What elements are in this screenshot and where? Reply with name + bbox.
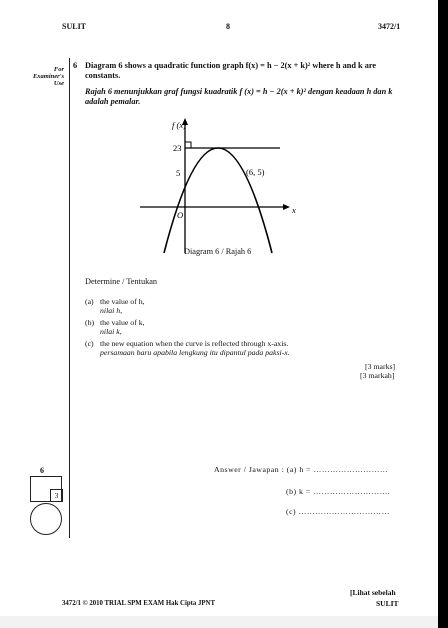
part-c-malay: persamaan baru apabila lengkung itu dipantul pada paksi-x. [100, 348, 290, 357]
answer-line-a: Answer / Jawapan : (a) h = ……………………… [214, 465, 389, 474]
point-6-5-label: (6, 5) [246, 167, 265, 177]
label-5: 5 [176, 168, 181, 178]
part-a-malay: nilai h, [100, 306, 123, 315]
stem-malay-line-1: Rajah 6 menunjukkan graf fungsi kuadratik f (x) = h − 2(x + k)² dengan keadaan h dan k [85, 87, 393, 96]
part-c-english: the new equation when the curve is reflected through x-axis. [100, 339, 289, 348]
y-axis-label: f (x) [172, 120, 186, 130]
stem-english-line-2: constants. [85, 71, 121, 80]
stem-malay-line-2: adalah pemalar. [85, 97, 141, 106]
right-angle-marker [185, 142, 191, 148]
for-examiners-use-line-2: Examiner's [32, 73, 64, 80]
for-examiners-use-line-1: For [53, 66, 64, 73]
part-a-english: the value of h, [100, 297, 145, 306]
header-sulit: SULIT [62, 22, 87, 31]
for-examiners-use-line-3: Use [53, 80, 64, 87]
x-axis-arrow [283, 204, 290, 210]
stem-malay [85, 87, 425, 107]
part-a-text [100, 297, 145, 315]
part-b-label: (b) [85, 318, 95, 327]
label-23: 23 [173, 143, 182, 153]
paper-code: 3472/1 [378, 22, 401, 31]
stem-english [85, 61, 425, 81]
marks-english: [3 marks] [365, 362, 396, 371]
part-c-label: (c) [85, 339, 94, 348]
page-number: 8 [226, 22, 230, 31]
marks-malay: [3 markah] [360, 371, 395, 380]
question-number: 6 [73, 61, 78, 70]
diagram-caption: Diagram 6 / Rajah 6 [184, 247, 252, 256]
footer-turn-page: [Lihat sebelah [350, 588, 396, 597]
footer-sulit: SULIT [376, 599, 399, 608]
part-b-malay: nilai k, [100, 327, 122, 336]
origin-label: O [177, 210, 184, 220]
part-c-text [100, 339, 290, 357]
part-b-text [100, 318, 145, 336]
footer-copyright: 3472/1 © 2010 TRIAL SPM EXAM Hak Cipta JPNT [62, 600, 215, 607]
determine-heading: Determine / Tentukan [85, 277, 158, 286]
page-edge [438, 0, 448, 628]
x-axis-label: x [292, 205, 296, 215]
for-examiners-use [28, 66, 64, 87]
margin-divider [69, 58, 70, 538]
part-b-english: the value of k, [100, 318, 145, 327]
bottom-strip [0, 616, 448, 628]
answer-line-c: (c) …………………………… [286, 507, 390, 516]
marks-total-box: 3 [50, 489, 63, 502]
answer-line-b: (b) k = ………………………. [286, 487, 391, 496]
part-a-label: (a) [85, 297, 94, 306]
stem-english-line-1: Diagram 6 shows a quadratic function graph f(x) = h − 2(x + k)² where h and k are [85, 61, 377, 70]
marks-question-label: 6 [40, 466, 44, 475]
marks-circle [30, 503, 62, 535]
parabola-curve [164, 148, 272, 253]
quadratic-graph [130, 115, 310, 265]
